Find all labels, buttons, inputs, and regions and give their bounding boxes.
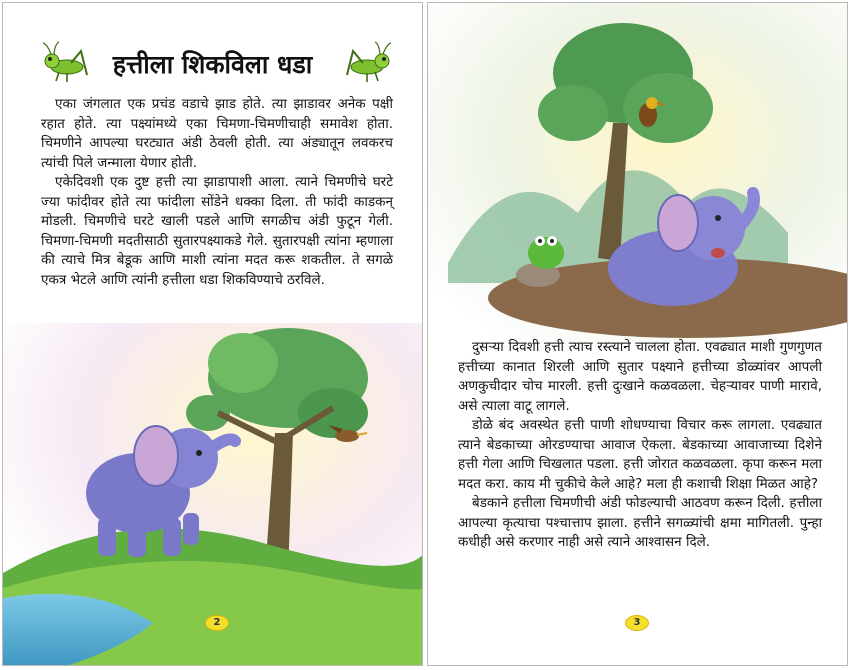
paragraph: दुसऱ्या दिवशी हत्ती त्याच रस्त्याने चालला होता. एवढ्यात माशी गुणगुणत हत्तीच्या कानात शिरली आणि सुतार पक्ष्याने हत्तीच्या डोळ्यांवर आपली अणकुचीदार चोच मारली. हत्ती दुःखाने कळवळला. चेहऱ्यावर पाणी मारावे, असे त्याला वाटू लागले.: [458, 339, 822, 414]
page-title: हत्तीला शिकविला धडा: [112, 50, 313, 79]
left-page: [2, 2, 423, 666]
paragraph: डोळे बंद अवस्थेत हत्ती पाणी शोधण्याचा विचार करू लागला. एवढ्यात त्याने बेडकाच्या ओरडण्याचा आवाज ऐकला. बेडकाच्या आवाजाच्या दिशेने हत्ती गेला आणि चिखलात पडला. हत्ती जोरात कळवळला. कृपा करून मला मदत करा. काय मी चुकीचे केले आहे? मला ही कशाची शिक्षा मिळत आहे?: [458, 417, 822, 492]
story-text: [41, 95, 393, 290]
paragraph: बेडकाने हत्तीला चिमणीची अंडी फोडल्याची आठवण करून दिली. हत्तीला आपल्या कृत्याचा पश्चात्ताप झाला. हत्तीने सगळ्यांची क्षमा मागितली. पुन्हा कधीही असे करणार नाही असे त्याने आश्वासन दिले.: [458, 495, 822, 550]
page-number: 2: [205, 615, 229, 631]
paragraph: एका जंगलात एक प्रचंड वडाचे झाड होते. त्या झाडावर अनेक पक्षी रहात होते. त्या पक्ष्यांमध्ये एका चिमणा-चिमणीचाही समावेश होता. चिमणीने आपल्या घरट्यात अंडी ठेवली होती. त्या अंड्यातून लवकरच त्यांची पिले जन्माला येणार होती.: [41, 96, 393, 171]
illustration-elephant-in-mud: [428, 3, 848, 343]
page-number: 3: [625, 615, 649, 631]
right-page: [427, 2, 848, 666]
story-text: [458, 338, 822, 553]
paragraph: एकेदिवशी एक दुष्ट हत्ती त्या झाडापाशी आला. त्याने चिमणीचे घरटे ज्या फांदीवर होते त्या फांदीला सोंडेने धक्का दिला. ती फांदी काडकन् मोडली. चिमणीचे घरटे खाली पडले आणि सगळीच अंडी फुटून गेली. चिमणा-चिमणी मदतीसाठी सुतारपक्ष्याकडे गेले. सुतारपक्षी त्यांना म्हणाला की त्याचे मित्र बेडूक आणि माशी त्यांना मदत करू शकतील. ते सगळे एकत्र भेटले आणि त्यांनी हत्तीला धडा शिकविण्याचे ठरविले.: [41, 174, 393, 288]
grasshopper-icon: [343, 41, 393, 83]
